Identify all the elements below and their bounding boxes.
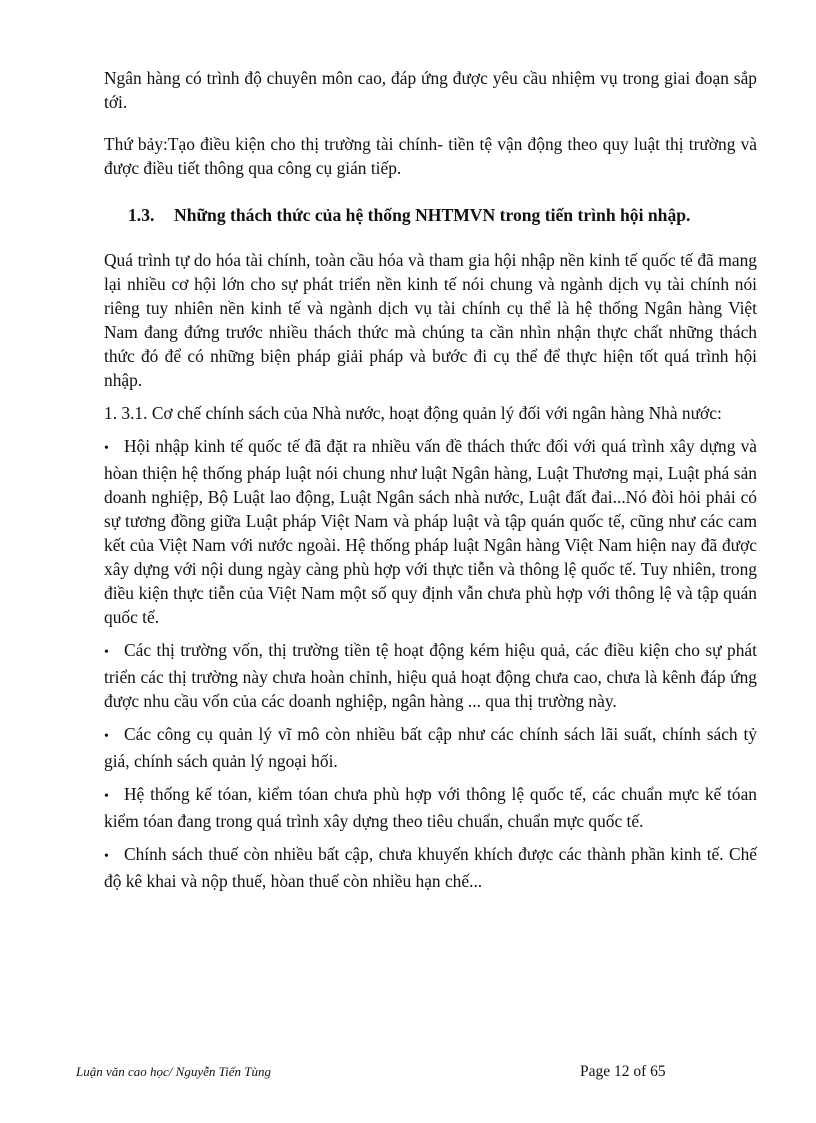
document-body xyxy=(104,66,757,902)
bullet-item xyxy=(104,434,757,629)
section-number: 1.3. xyxy=(128,205,155,225)
intro-paragraph: Quá trình tự do hóa tài chính, toàn cầu hóa và tham gia hội nhập nền kinh tế quốc tế đã mang lại nhiều cơ hội lớn cho sự phát triển nền kinh tế nói chung và ngành dịch vụ tài chính nói riêng tuy nhiên nền kinh tế và ngành dịch vụ tài chính cụ thể là hệ thống Ngân hàng Việt Nam đang đứng trước nhiều thách thức mà chúng ta cần nhìn nhận thực chất những thách thức đó để có những biện pháp giải pháp và bước đi cụ thể để thực hiện tốt quá trình hội nhập. xyxy=(104,250,757,390)
bullet-icon: • xyxy=(104,729,109,744)
bullet-item xyxy=(104,842,757,893)
footer-author: Luận văn cao học/ Nguyễn Tiến Tùng xyxy=(76,1064,271,1079)
bullet-item xyxy=(104,638,757,713)
bullet-item xyxy=(104,782,757,833)
bullet-text: Hội nhập kinh tế quốc tế đã đặt ra nhiều vấn đề thách thức đối với quá trình xây dựng và hòan thiện hệ thống pháp luật nói chung như luật Ngân hàng, Luật Thương mại, Luật phá sản doanh nghiệp, Bộ Luật lao động, Luật Ngân sách nhà nước, Luật đất đai...Nó đòi hỏi phải có sự tương đồng giữa Luật pháp Việt Nam và pháp luật và tập quán quốc tế, cũng như các cam kết của Việt Nam với nước ngoài. Hệ thống pháp luật Ngân hàng Việt Nam hiện nay đã được xây dựng với nội dung ngày càng phù hợp với thực tiễn và thông lệ quốc tế. Tuy nhiên, trong điều kiện thực tiễn của Việt Nam một số quy định vẫn chưa phù hợp với thông lệ và tập quán quốc tế. xyxy=(104,436,757,627)
page-footer xyxy=(0,1060,816,1084)
bullet-text: Các công cụ quản lý vĩ mô còn nhiều bất cập như các chính sách lãi suất, chính sách tỷ giá, chính sách quản lý ngoại hối. xyxy=(104,724,757,771)
page-number: Page 12 of 65 xyxy=(580,1063,666,1080)
bullet-icon: • xyxy=(104,441,109,456)
bullet-icon: • xyxy=(104,849,109,864)
paragraph-continued: Ngân hàng có trình độ chuyên môn cao, đáp ứng được yêu cầu nhiệm vụ trong giai đoạn sắp tới. xyxy=(104,68,757,112)
subsection-heading: 1. 3.1. Cơ chế chính sách của Nhà nước, hoạt động quản lý đối với ngân hàng Nhà nước: xyxy=(104,403,722,423)
section-heading xyxy=(104,202,757,228)
section-title: Những thách thức của hệ thống NHTMVN trong tiến trình hội nhập. xyxy=(174,205,691,225)
bullet-text: Chính sách thuế còn nhiều bất cập, chưa khuyến khích được các thành phần kinh tế. Chế độ kê khai và nộp thuế, hòan thuế còn nhiều hạn chế... xyxy=(104,844,757,891)
bullet-item xyxy=(104,722,757,773)
bullet-text: Hệ thống kế tóan, kiểm tóan chưa phù hợp với thông lệ quốc tế, các chuẩn mực kế tóan kiểm tóan đang trong quá trình xây dựng theo tiêu chuẩn, chuẩn mực quốc tế. xyxy=(104,784,757,831)
paragraph-seventh: Thứ bảy:Tạo điều kiện cho thị trường tài chính- tiền tệ vận động theo quy luật thị trường và được điều tiết thông qua công cụ gián tiếp. xyxy=(104,134,757,178)
bullet-icon: • xyxy=(104,789,109,804)
bullet-text: Các thị trường vốn, thị trường tiền tệ hoạt động kém hiệu quả, các điều kiện cho sự phát triển các thị trường này chưa hoàn chỉnh, hiệu quả hoạt động chưa cao, chưa là kênh đáp ứng được nhu cầu vốn của các doanh nghiệp, ngân hàng ... qua thị trường này. xyxy=(104,640,757,711)
bullet-icon: • xyxy=(104,645,109,660)
